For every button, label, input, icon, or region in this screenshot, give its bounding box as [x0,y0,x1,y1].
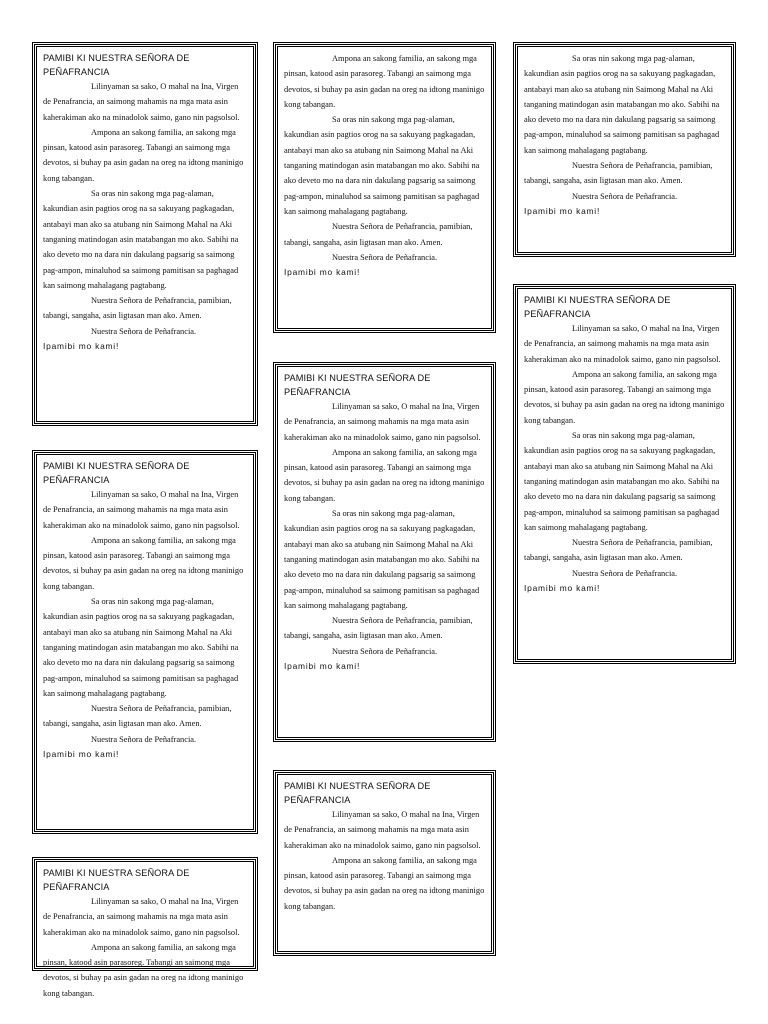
prayer-card-4 [275,44,494,331]
prayer-paragraph: Nuestra Señora de Peñafrancia, pamibian, tabangi, sangaha, asin ligtasan man ako. Amen. [43,296,232,321]
prayer-closing: Ipamibi mo kami! [524,205,601,216]
prayer-title: PAMIBI KI NUESTRA SEÑORA DE PEÑAFRANCIA [524,295,671,319]
prayer-card-3 [34,859,256,998]
prayer-paragraph: Nuestra Señora de Peñafrancia, pamibian, tabangi, sangaha, asin ligtasan man ako. Amen. [284,616,473,641]
prayer-closing: Ipamibi mo kami! [43,341,120,352]
prayer-paragraph: Ampona an sakong familia, an sakong mga pinsan, katood asin parasoreg. Tabangi an saimong mga devotos, si buhay pa asin gadan na oreg na idtong maninigo kong tabangan. [43,535,244,591]
prayer-paragraph: Sa oras nin sakong mga pag-alaman, kakundian asin pagtios orog na sa sakuyang pagkagadan, antabayi man ako sa atubang nin Saimong Mahal na Aki tanganing matindogan asin matabangan mo ako. Sabihi na ako deveto mo na dara nin dakulang pagsarig sa saimong pag-ampon, minaluhod sa saimong pamitisan sa paghagad kan saimong mahalagang pagtabang. [524,54,720,155]
prayer-paragraph: Lilinyaman sa sako, O mahal na Ina, Virgen de Penafrancia, an saimong mahamis na mga mata asin kaherakiman ako na minadolok saimo, gano nin pagsolsol. [43,897,240,937]
prayer-paragraph: Sa oras nin sakong mga pag-alaman, kakundian asin pagtios orog na sa sakuyang pagkagadan, antabayi man ako sa atubang nin Saimong Mahal na Aki tanganing matindogan asin matabangan mo ako. Sabihi na ako deveto mo na dara nin dakulang pagsarig sa saimong pag-ampon, minaluhod sa saimong pamitisan sa paghagad kan saimong mahalagang pagtabang. [284,115,480,216]
prayer-title: PAMIBI KI NUESTRA SEÑORA DE PEÑAFRANCIA [43,461,190,485]
prayer-paragraph: Lilinyaman sa sako, O mahal na Ina, Virgen de Penafrancia, an saimong mahamis na mga mata asin kaherakiman ako na minadolok saimo, gano nin pagsolsol. [284,402,481,442]
prayer-title: PAMIBI KI NUESTRA SEÑORA DE PEÑAFRANCIA [43,868,190,892]
prayer-paragraph: Nuestra Señora de Peñafrancia, pamibian, tabangi, sangaha, asin ligtasan man ako. Amen. [43,704,232,729]
prayer-paragraph: Lilinyaman sa sako, O mahal na Ina, Virgen de Penafrancia, an saimong mahamis na mga mata asin kaherakiman ako na minadolok saimo, gano nin pagsolsol. [43,490,240,530]
prayer-closing: Ipamibi mo kami! [284,661,361,672]
prayer-closing: Ipamibi mo kami! [43,749,120,760]
prayer-title: PAMIBI KI NUESTRA SEÑORA DE PEÑAFRANCIA [43,53,190,77]
prayer-paragraph: Nuestra Señora de Peñafrancia, pamibian, tabangi, sangaha, asin ligtasan man ako. Amen. [524,538,713,563]
prayer-title: PAMIBI KI NUESTRA SEÑORA DE PEÑAFRANCIA [284,781,431,805]
prayer-paragraph: Nuestra Señora de Peñafrancia. [332,252,438,262]
prayer-paragraph: Ampona an sakong familia, an sakong mga pinsan, katood asin parasoreg. Tabangi an saimong mga devotos, si buhay pa asin gadan na oreg na idtong maninigo kong tabangan. [43,942,244,998]
prayer-card-1 [34,44,256,424]
prayer-paragraph: Nuestra Señora de Peñafrancia, pamibian, tabangi, sangaha, asin ligtasan man ako. Amen. [284,222,473,247]
prayer-closing: Ipamibi mo kami! [524,583,601,594]
prayer-paragraph: Ampona an sakong familia, an sakong mga pinsan, katood asin parasoreg. Tabangi an saimong mga devotos, si buhay pa asin gadan na oreg na idtong maninigo kong tabangan. [43,127,244,183]
prayer-paragraph: Lilinyaman sa sako, O mahal na Ina, Virgen de Penafrancia, an saimong mahamis na mga mata asin kaherakiman ako na minadolok saimo, gano nin pagsolsol. [524,324,721,364]
prayer-card-7 [515,44,734,255]
prayer-paragraph: Ampona an sakong familia, an sakong mga pinsan, katood asin parasoreg. Tabangi an saimong mga devotos, si buhay pa asin gadan na oreg na idtong maninigo kong tabangan. [284,447,485,503]
prayer-paragraph: Ampona an sakong familia, an sakong mga pinsan, katood asin parasoreg. Tabangi an saimong mga devotos, si buhay pa asin gadan na oreg na idtong maninigo kong tabangan. [284,54,485,109]
prayer-title: PAMIBI KI NUESTRA SEÑORA DE PEÑAFRANCIA [284,373,431,397]
prayer-paragraph: Ampona an sakong familia, an sakong mga pinsan, katood asin parasoreg. Tabangi an saimong mga devotos, si buhay pa asin gadan na oreg na idtong maninigo kong tabangan. [284,855,485,911]
prayer-paragraph: Nuestra Señora de Peñafrancia. [572,191,678,201]
prayer-paragraph: Nuestra Señora de Peñafrancia. [572,568,678,578]
prayer-card-8 [515,286,734,662]
prayer-paragraph: Sa oras nin sakong mga pag-alaman, kakundian asin pagtios orog na sa sakuyang pagkagadan, antabayi man ako sa atubang nin Saimong Mahal na Aki tanganing matindogan asin matabangan mo ako. Sabihi na ako deveto mo na dara nin dakulang pagsarig sa saimong pag-ampon, minaluhod sa saimong pamitisan sa paghagad kan saimong mahalagang pagtabang. [43,189,239,290]
prayer-paragraph: Lilinyaman sa sako, O mahal na Ina, Virgen de Penafrancia, an saimong mahamis na mga mata asin kaherakiman ako na minadolok saimo, gano nin pagsolsol. [43,82,240,122]
prayer-paragraph: Sa oras nin sakong mga pag-alaman, kakundian asin pagtios orog na sa sakuyang pagkagadan, antabayi man ako sa atubang nin Saimong Mahal na Aki tanganing matindogan asin matabangan mo ako. Sabihi na ako deveto mo na dara nin dakulang pagsarig sa saimong pag-ampon, minaluhod sa saimong pamitisan sa paghagad kan saimong mahalagang pagtabang. [524,431,720,532]
prayer-paragraph: Lilinyaman sa sako, O mahal na Ina, Virgen de Penafrancia, an saimong mahamis na mga mata asin kaherakiman ako na minadolok saimo, gano nin pagsolsol. [284,810,481,850]
prayer-card-6 [275,772,494,954]
prayer-card-5 [275,364,494,740]
prayer-paragraph: Sa oras nin sakong mga pag-alaman, kakundian asin pagtios orog na sa sakuyang pagkagadan, antabayi man ako sa atubang nin Saimong Mahal na Aki tanganing matindogan asin matabangan mo ako. Sabihi na ako deveto mo na dara nin dakulang pagsarig sa saimong pag-ampon, minaluhod sa saimong pamitisan sa paghagad kan saimong mahalagang pagtabang. [43,597,239,698]
prayer-paragraph: Nuestra Señora de Peñafrancia. [91,326,197,336]
prayer-paragraph: Nuestra Señora de Peñafrancia. [91,734,197,744]
prayer-closing: Ipamibi mo kami! [284,267,361,278]
prayer-card-2 [34,452,256,832]
prayer-paragraph: Sa oras nin sakong mga pag-alaman, kakundian asin pagtios orog na sa sakuyang pagkagadan, antabayi man ako sa atubang nin Saimong Mahal na Aki tanganing matindogan asin matabangan mo ako. Sabihi na ako deveto mo na dara nin dakulang pagsarig sa saimong pag-ampon, minaluhod sa saimong pamitisan sa paghagad kan saimong mahalagang pagtabang. [284,509,480,610]
prayer-paragraph: Ampona an sakong familia, an sakong mga pinsan, katood asin parasoreg. Tabangi an saimong mga devotos, si buhay pa asin gadan na oreg na idtong maninigo kong tabangan. [524,369,725,425]
prayer-paragraph: Nuestra Señora de Peñafrancia. [332,646,438,656]
prayer-paragraph: Nuestra Señora de Peñafrancia, pamibian, tabangi, sangaha, asin ligtasan man ako. Amen. [524,161,713,186]
